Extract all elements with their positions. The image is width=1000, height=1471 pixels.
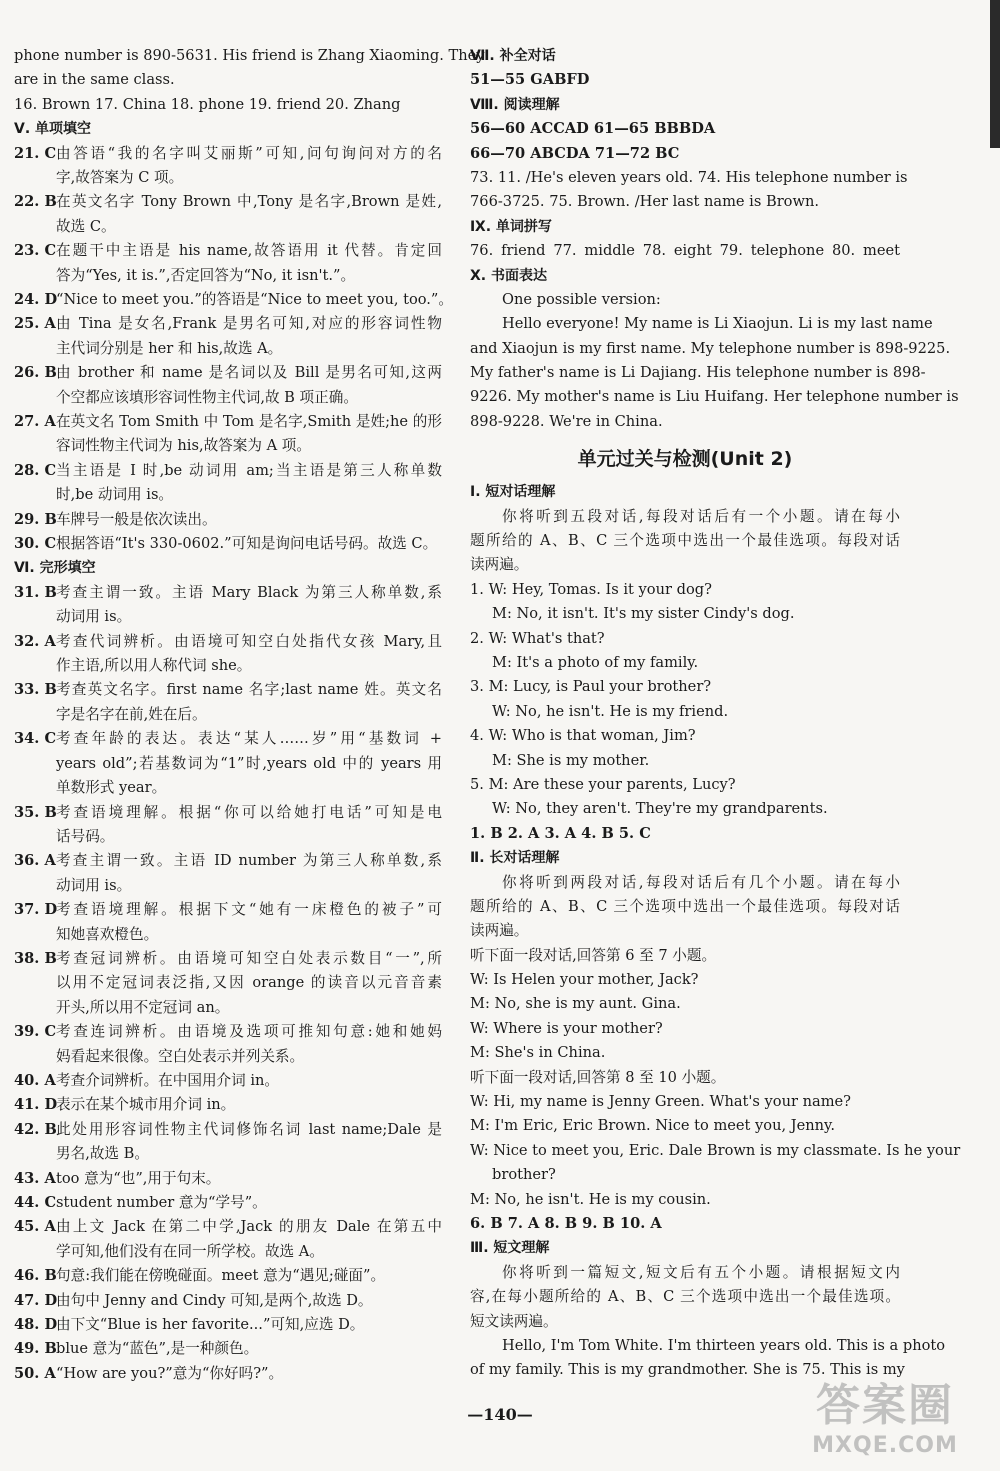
explanation-line: 开头,所以用不定冠词 an。 (56, 998, 230, 1016)
dialog-line: W: Hi, my name is Jenny Green. What's your name? (470, 1093, 851, 1111)
instruction-line: 短文读两遍。 (470, 1312, 558, 1330)
answer-number: 35. B (14, 803, 57, 821)
answer-number: 40. A (14, 1071, 56, 1089)
explanation-line: 学可知,他们没有在同一所学校。故选 A。 (56, 1242, 324, 1260)
dialog-line: W: Is Helen your mother, Jack? (470, 971, 699, 989)
explanation-line: 在题干中主语是 his name,故答语用 it 代替。肯定回 (56, 242, 442, 260)
instruction-line: 容,在每小题所给的 A、B、C 三个选项中选出一个最佳选项。 (470, 1288, 900, 1306)
watermark-logo (790, 1369, 980, 1461)
answer-item (14, 1313, 442, 1337)
explanation-line: 此处用形容词性物主代词修饰名词 last name;Dale 是 (56, 1120, 442, 1138)
explanation-line: 单数形式 year。 (56, 779, 167, 797)
explanation-line: 容词性物主代词为 his,故答案为 A 项。 (56, 437, 311, 455)
explanation-line: “How are you?”意为“你好吗?”。 (56, 1364, 284, 1382)
answer-number: 45. A (14, 1218, 56, 1236)
right-column (470, 44, 961, 1383)
instruction-line: 读两遍。 (470, 922, 529, 940)
dialog-line: M: No, she is my aunt. Gina. (470, 995, 681, 1013)
answer-number: 37. D (14, 901, 58, 919)
answer-item (14, 1191, 442, 1215)
explanation-line: too 意为“也”,用于句末。 (56, 1169, 221, 1187)
explanation-line: 主代词分别是 her 和 his,故选 A。 (56, 339, 283, 357)
explanation-line: 时,be 动词用 is。 (56, 486, 174, 504)
explanation-line: 考查介词辨析。在中国用介词 in。 (56, 1071, 280, 1089)
answer-item (14, 801, 442, 850)
answer-item (14, 190, 442, 239)
explanation-line: 考查连词辨析。由语境及选项可推知句意:她和她妈 (56, 1023, 442, 1041)
explanation-line: 表示在某个城市用介词 in。 (56, 1096, 236, 1114)
essay-line: My father's name is Li Dajiang. His telephone number is 898- (470, 364, 926, 382)
page-edge-bar (990, 0, 1000, 148)
explanation-line: 动词用 is。 (56, 876, 132, 894)
answer-number: 34. C (14, 730, 57, 748)
dialog-line: 2. W: What's that? (470, 629, 605, 647)
explanation-line: 个空都应该填形容词性物主代词,故 B 项正确。 (56, 388, 358, 406)
explanation-line: 在英文名 Tom Smith 中 Tom 是名字,Smith 是姓;he 的形 (56, 413, 442, 431)
dialog-line: W: No, they aren't. They're my grandparents. (492, 800, 828, 818)
explanation-line: 字是名字在前,姓在后。 (56, 705, 207, 723)
answer-item (14, 459, 442, 508)
explanation-line: 考查代词辨析。由语境可知空白处指代女孩 Mary,且 (56, 632, 442, 650)
instruction-line: 题所给的 A、B、C 三个选项中选出一个最佳选项。每段对话 (470, 532, 900, 550)
dialog-line: M: She is my mother. (492, 751, 650, 769)
dialog-line: 1. W: Hey, Tomas. Is it your dog? (470, 580, 712, 598)
answer-number: 43. A (14, 1169, 56, 1187)
instruction-line: 你将听到一篇短文,短文后有五个小题。请根据短文内 (502, 1263, 900, 1281)
answer-item (14, 727, 442, 800)
explanation-line: blue 意为“蓝色”,是一种颜色。 (56, 1340, 259, 1358)
answer-item (14, 1362, 442, 1386)
explanation-line: 考查年龄的表达。表达“某人……岁”用“基数词 + (56, 730, 442, 748)
answer-number: 49. B (14, 1340, 57, 1358)
essay-intro: One possible version: (502, 290, 661, 308)
explanation-line: 车牌号一般是依次读出。 (56, 510, 217, 528)
dialog-line: M: She's in China. (470, 1044, 606, 1062)
answer-item (14, 1069, 442, 1093)
explanation-line: 男名,故选 B。 (56, 1145, 149, 1163)
answer-number: 36. A (14, 852, 56, 870)
answer-number: 50. A (14, 1364, 56, 1382)
explanation-line: 知她喜欢橙色。 (56, 925, 159, 943)
answer-number: 32. A (14, 632, 56, 650)
answer-item (14, 1289, 442, 1313)
answer-item (14, 1337, 442, 1361)
answer-line: 66—70 ABCDA 71—72 BC (470, 144, 680, 162)
answer-number: 41. D (14, 1096, 58, 1114)
section-heading-passage: Ⅲ. 短文理解 (470, 1240, 550, 1257)
section-heading-5: Ⅴ. 单项填空 (14, 121, 92, 138)
essay-line: Hello everyone! My name is Li Xiaojun. Li is my last name (502, 315, 933, 333)
dialog-line: W: Where is your mother? (470, 1019, 663, 1037)
answer-line: 73. 11. /He's eleven years old. 74. His telephone number is (470, 168, 908, 186)
answer-number: 33. B (14, 681, 57, 699)
answer-item (14, 410, 442, 459)
explanation-line: 字,故答案为 C 项。 (56, 168, 184, 186)
answer-line: 766-3725. 75. Brown. /Her last name is Brown. (470, 193, 819, 211)
intro-line: phone number is 890-5631. His friend is Zhang Xiaoming. They (14, 47, 485, 64)
answer-item (14, 239, 442, 288)
explanation-line: 答为“Yes, it is.”,否定回答为“No, it isn't.”。 (56, 266, 356, 284)
essay-line: and Xiaojun is my first name. My telephone number is 898-9225. (470, 339, 951, 357)
answer-number: 25. A (14, 315, 56, 333)
explanation-line: 句意:我们能在傍晚碰面。meet 意为“遇见;碰面”。 (56, 1267, 386, 1285)
explanation-line: 考查语境理解。根据下文“她有一床橙色的被子”可 (56, 901, 442, 919)
intro-answers: 16. Brown 17. China 18. phone 19. friend 20. Zhang (14, 95, 401, 113)
answer-number: 39. C (14, 1023, 57, 1041)
dialog-line: M: It's a photo of my family. (492, 653, 699, 671)
answer-item (14, 1020, 442, 1069)
answer-item (14, 581, 442, 630)
answer-item (14, 1264, 442, 1288)
explanation-line: 考查冠词辨析。由语境可知空白处表示数目“一”,所 (56, 949, 442, 967)
explanation-line: 考查英文名字。first name 名字;last name 姓。英文名 (56, 681, 442, 699)
answer-item (14, 508, 442, 532)
explanation-line: 由句中 Jenny and Cindy 可知,是两个,故选 D。 (56, 1291, 373, 1309)
answer-number: 31. B (14, 583, 57, 601)
dialog-line: 4. W: Who is that woman, Jim? (470, 727, 696, 745)
answer-number: 47. D (14, 1291, 58, 1309)
explanation-line: 考查语境理解。根据“你可以给她打电话”可知是电 (56, 803, 442, 821)
explanation-line: 在英文名字 Tony Brown 中,Tony 是名字,Brown 是姓, (56, 193, 442, 211)
explanation-line: student number 意为“学号”。 (56, 1194, 267, 1212)
explanation-line: 考查主谓一致。主语 Mary Black 为第三人称单数,系 (56, 583, 442, 601)
answer-item (14, 1118, 442, 1167)
dialog-line: 5. M: Are these your parents, Lucy? (470, 775, 736, 793)
essay-line: 9226. My mother's name is Liu Huifang. Her telephone number is (470, 388, 959, 406)
answer-item (14, 1215, 442, 1264)
intro-line: are in the same class. (14, 71, 175, 89)
answer-number: 27. A (14, 413, 56, 431)
answer-item (14, 678, 442, 727)
essay-line: 898-9228. We're in China. (470, 412, 663, 430)
answer-number: 24. D (14, 291, 58, 308)
explanation-line: “Nice to meet you.”的答语是“Nice to meet you, too.”。 (56, 291, 453, 308)
explanation-line: 动词用 is。 (56, 608, 132, 626)
dialog-line: brother? (492, 1166, 556, 1184)
instruction-line: 你将听到五段对话,每段对话后有一个小题。请在每小 (502, 507, 900, 525)
section-heading-long-dialog: Ⅱ. 长对话理解 (470, 850, 560, 867)
explanation-line: 当主语是 I 时,be 动词用 am;当主语是第三人称单数 (56, 461, 442, 479)
unit-title: 单元过关与检测(Unit 2) (577, 448, 793, 471)
answer-line: 1. B 2. A 3. A 4. B 5. C (470, 824, 651, 842)
dialog-line: W: No, he isn't. He is my friend. (492, 702, 729, 720)
answer-line: 51—55 GABFD (470, 71, 590, 89)
explanation-line: 由 brother 和 name 是名词以及 Bill 是男名可知,这两 (56, 364, 442, 382)
section-heading-6: Ⅵ. 完形填空 (14, 560, 96, 577)
explanation-line: 由答语“我的名字叫艾丽斯”可知,问句询问对方的名 (56, 144, 442, 162)
dialog-heading: 听下面一段对话,回答第 6 至 7 小题。 (470, 946, 717, 964)
explanation-line: 故选 C。 (56, 217, 116, 235)
instruction-line: 题所给的 A、B、C 三个选项中选出一个最佳选项。每段对话 (470, 897, 900, 915)
answer-item (14, 361, 442, 410)
explanation-line: 由 Tina 是女名,Frank 是男名可知,对应的形容词性物 (56, 315, 442, 333)
instruction-line: 你将听到两段对话,每段对话后有几个小题。请在每小 (502, 873, 900, 891)
passage-line: of my family. This is my grandmother. She is 75. This is my (470, 1361, 905, 1379)
answer-item (14, 898, 442, 947)
dialog-line: M: No, it isn't. It's my sister Cindy's dog. (492, 605, 795, 623)
answer-number: 22. B (14, 193, 57, 211)
explanation-line: 以用不定冠词表泛指,又因 orange 的读音以元音音素 (56, 974, 442, 992)
answer-item (14, 630, 442, 679)
answer-line: 56—60 ACCAD 61—65 BBBDA (470, 120, 716, 138)
explanation-line: 根据答语“It's 330-0602.”可知是询问电话号码。故选 C。 (56, 535, 438, 553)
explanation-line: years old”;若基数词为“1”时,years old 中的 years 用 (56, 754, 442, 772)
watermark-text: 答案圈 (816, 1380, 954, 1431)
dialog-line: M: No, he isn't. He is my cousin. (470, 1190, 711, 1208)
explanation-line: 由上文 Jack 在第二中学,Jack 的朋友 Dale 在第五中 (56, 1218, 442, 1236)
left-column (14, 44, 485, 1386)
answer-number: 46. B (14, 1267, 57, 1285)
answer-item (14, 849, 442, 898)
answer-number: 30. C (14, 535, 57, 553)
dialog-heading: 听下面一段对话,回答第 8 至 10 小题。 (470, 1068, 726, 1086)
answer-item (14, 532, 442, 556)
dialog-line: 3. M: Lucy, is Paul your brother? (470, 678, 712, 696)
answer-item (14, 1093, 442, 1117)
instruction-line: 读两遍。 (470, 556, 529, 574)
answer-number: 48. D (14, 1316, 58, 1334)
answer-number: 29. B (14, 510, 57, 528)
answer-number: 42. B (14, 1120, 57, 1138)
answer-item (14, 142, 442, 191)
answer-item (14, 947, 442, 1020)
explanation-line: 由下文“Blue is her favorite...”可知,应选 D。 (56, 1316, 365, 1334)
answer-item (14, 288, 453, 312)
section-heading-short-dialog: Ⅰ. 短对话理解 (470, 484, 556, 501)
explanation-line: 考查主谓一致。主语 ID number 为第三人称单数,系 (56, 852, 442, 870)
explanation-line: 话号码。 (56, 827, 115, 845)
watermark-url: MXQE.COM (812, 1433, 958, 1458)
answer-line: 76. friend 77. middle 78. eight 79. telephone 80. meet (470, 242, 900, 260)
single-choice-list (14, 142, 453, 557)
section-heading-9: Ⅸ. 单词拼写 (470, 218, 552, 235)
answer-line: 6. B 7. A 8. B 9. B 10. A (470, 1214, 662, 1232)
passage-line: Hello, I'm Tom White. I'm thirteen years old. This is a photo (502, 1336, 946, 1354)
answer-number: 38. B (14, 949, 57, 967)
answer-number: 23. C (14, 242, 57, 260)
section-heading-8: Ⅷ. 阅读理解 (470, 96, 560, 113)
answer-number: 28. C (14, 461, 57, 479)
dialog-line: M: I'm Eric, Eric Brown. Nice to meet you, Jenny. (470, 1117, 835, 1135)
answer-item (14, 312, 442, 361)
section-heading-10: Ⅹ. 书面表达 (470, 267, 547, 284)
dialog-line: W: Nice to meet you, Eric. Dale Brown is my classmate. Is he your (470, 1141, 961, 1159)
page-number: —140— (467, 1405, 533, 1424)
section-heading-7: Ⅶ. 补全对话 (470, 48, 556, 64)
answer-item (14, 1167, 442, 1191)
answer-number: 26. B (14, 364, 57, 382)
answer-number: 44. C (14, 1194, 57, 1212)
explanation-line: 妈看起来很像。空白处表示并列关系。 (56, 1047, 305, 1065)
explanation-line: 作主语,所以用人称代词 she。 (56, 657, 252, 675)
answer-number: 21. C (14, 144, 57, 162)
cloze-list (14, 581, 442, 1386)
